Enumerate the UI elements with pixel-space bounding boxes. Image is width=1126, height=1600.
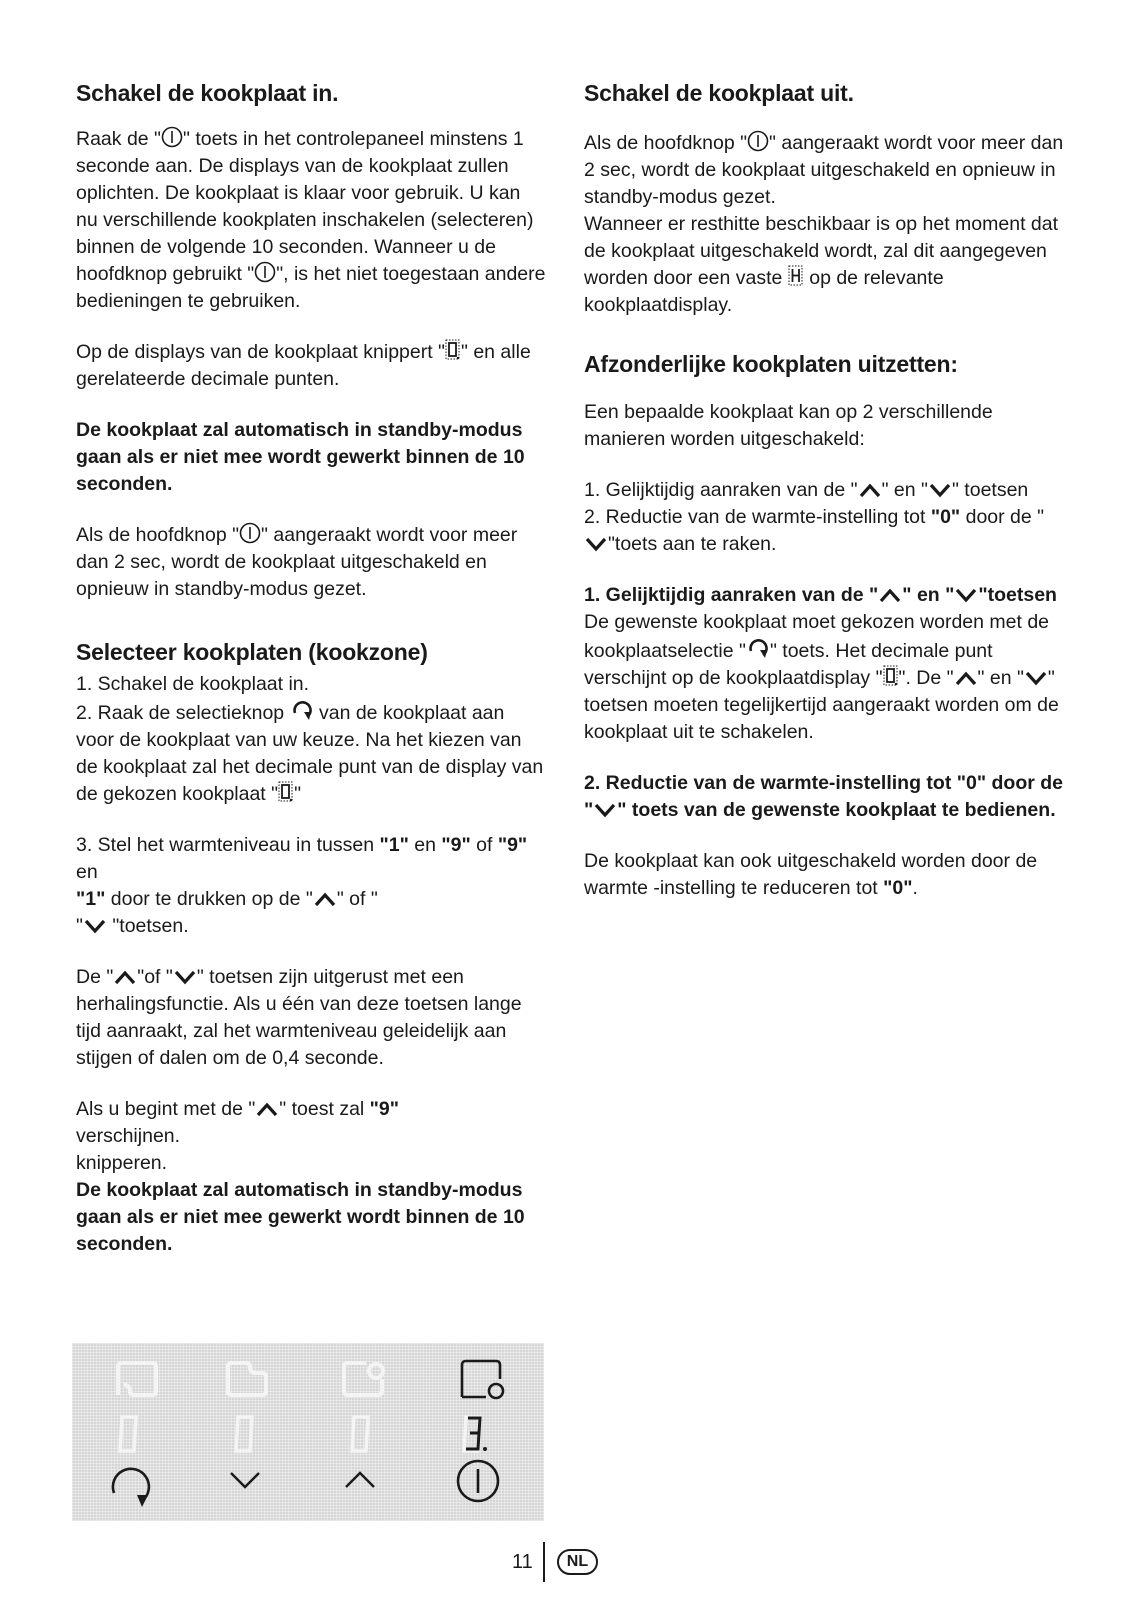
chevron-down-icon: [1024, 669, 1048, 687]
chevron-up-icon: [255, 1100, 279, 1118]
display-zero-icon: [278, 781, 294, 803]
chevron-down-icon: [173, 968, 197, 986]
power-icon: [747, 130, 769, 152]
paragraph-two-ways: Een bepaalde kookplaat kan op 2 verschillende manieren worden uitgeschakeld:: [584, 401, 993, 450]
selector-icon: [746, 636, 770, 660]
paragraph-simultaneous: De gewenste kookplaat moet gekozen worden met de kookplaatselectie " " toets. Het decimale punt verschijnt op de kookplaatdisplay " ". De " " en " " toetsen moeten tegelijkertijd aangeraakt worden om de kookplaat uit te schakelen.: [584, 611, 1059, 743]
residual-heat-h-icon: [788, 265, 804, 287]
paragraph-start-up: Als u begint met de " " toest zal "9" verschijnen. knipperen.: [76, 1098, 400, 1174]
paragraph-off: Als de hoofdknop " " aangeraakt wordt voor meer dan 2 sec, wordt de kookplaat uitgeschakeld en opnieuw in standby-modus gezet.: [584, 132, 1064, 208]
chevron-up-icon: [113, 968, 137, 986]
paragraph-reduction: De kookplaat kan ook uitgeschakeld worden door de warmte -instelling te reduceren tot "0".: [584, 850, 1038, 899]
display-zone-3: [348, 1413, 372, 1455]
power-icon: [254, 261, 276, 283]
right-column: [584, 78, 1064, 926]
display-zone-1: [116, 1413, 140, 1455]
display-zero-icon: [445, 339, 461, 361]
footer-divider: [543, 1542, 545, 1582]
section-title-select-zone: Selecteer kookplaten (kookzone): [76, 639, 428, 665]
list-two-ways: 1. Gelijktijdig aanraken van de " " en " " toetsen 2. Reductie van de warmte-instelling tot "0" door de " "toets aan te raken.: [584, 479, 1045, 555]
section-title-individual-off: Afzonderlijke kookplaten uitzetten:: [584, 351, 958, 377]
minus-button-icon: [227, 1465, 263, 1495]
paragraph-switch-off-long: Als de hoofdknop " " aangeraakt wordt voor meer dan 2 sec, wordt de kookplaat uitgeschakeld en opnieuw in standby-modus gezet.: [76, 524, 518, 600]
step-2: 2. Raak de selectieknop van de kookplaat aan voor de kookplaat van uw keuze. Na het kiezen van de kookplaat zal het decimale punt van de display van de gekozen kookplaat " ": [76, 698, 546, 808]
chevron-down-icon: [584, 535, 608, 553]
paragraph-display-blink: Op de displays van de kookplaat knippert " " en alle gerelateerde decimale punten.: [76, 341, 531, 390]
cooking-zone-2-icon: [222, 1359, 272, 1399]
chevron-up-icon: [954, 669, 978, 687]
cooking-zone-3-icon: [338, 1359, 388, 1399]
paragraph-repeat-function: De " "of " " toetsen zijn uitgerust met een herhalingsfunctie. Als u één van deze toetsen lange tijd aanraakt, zal het warmteniveau geleidelijk aan stijgen of dalen om de 0,4 seconde.: [76, 966, 522, 1069]
paragraph-standby-warning: De kookplaat zal automatisch in standby-modus gaan als er niet mee wordt gewerkt binnen de 10 seconden.: [76, 419, 525, 495]
power-icon: [161, 126, 183, 148]
control-panel-illustration: [72, 1343, 544, 1521]
selector-button-icon: [106, 1461, 156, 1511]
paragraph-switch-on: Raak de " " toets in het controlepaneel minstens 1 seconde aan. De displays van de kookplaat zullen oplichten. De kookplaat is klaar voor gebruik. U kan nu verschillende kookplaten inschakelen (selecteren) binnen de volgende 10 seconden. Wanneer u de hoofdknop gebruikt " ", is het niet toegestaan andere bedieningen te gebruiken.: [76, 128, 546, 312]
paragraph-residual-heat: Wanneer er resthitte beschikbaar is op het moment dat de kookplaat uitgeschakeld wordt, zal dit aangegeven worden door een vaste op de relevante kookplaatdisplay.: [584, 213, 1059, 316]
display-zero-icon: [883, 665, 899, 687]
section-title-switch-off: Schakel de kookplaat uit.: [584, 80, 854, 106]
chevron-down-icon: [83, 917, 107, 935]
subheading-reduction: 2. Reductie van de warmte-instelling tot "0" door de " " toets van de gewenste kookplaat te bedienen.: [584, 772, 1063, 821]
display-zone-4: [460, 1413, 490, 1455]
cooking-zone-1-icon: [112, 1359, 162, 1399]
paragraph-standby-warning-2: De kookplaat zal automatisch in standby-modus gaan als er niet mee gewerkt wordt binnen de 10 seconden.: [76, 1179, 525, 1255]
chevron-down-icon: [954, 586, 978, 604]
selector-icon: [290, 698, 314, 722]
chevron-down-icon: [928, 481, 952, 499]
step-3: 3. Stel het warmteniveau in tussen "1" en "9" of "9" en "1" door te drukken op de " " of " " "toetsen.: [76, 834, 528, 937]
plus-button-icon: [342, 1465, 378, 1495]
step-1: 1. Schakel de kookplaat in.: [76, 673, 310, 695]
language-badge: NL: [557, 1549, 598, 1575]
display-zone-2: [232, 1413, 256, 1455]
chevron-up-icon: [878, 586, 902, 604]
chevron-up-icon: [313, 890, 337, 908]
page-footer: [512, 1542, 598, 1582]
left-column: [76, 78, 546, 1282]
subheading-simultaneous: 1. Gelijktijdig aanraken van de " " en " "toetsen: [584, 584, 1057, 606]
cooking-zone-4-icon: [456, 1357, 508, 1401]
section-title-switch-on: Schakel de kookplaat in.: [76, 80, 339, 106]
power-button-icon: [454, 1457, 502, 1505]
chevron-down-icon: [593, 801, 617, 819]
power-icon: [239, 522, 261, 544]
chevron-up-icon: [858, 481, 882, 499]
page-number: 11: [512, 1550, 533, 1573]
